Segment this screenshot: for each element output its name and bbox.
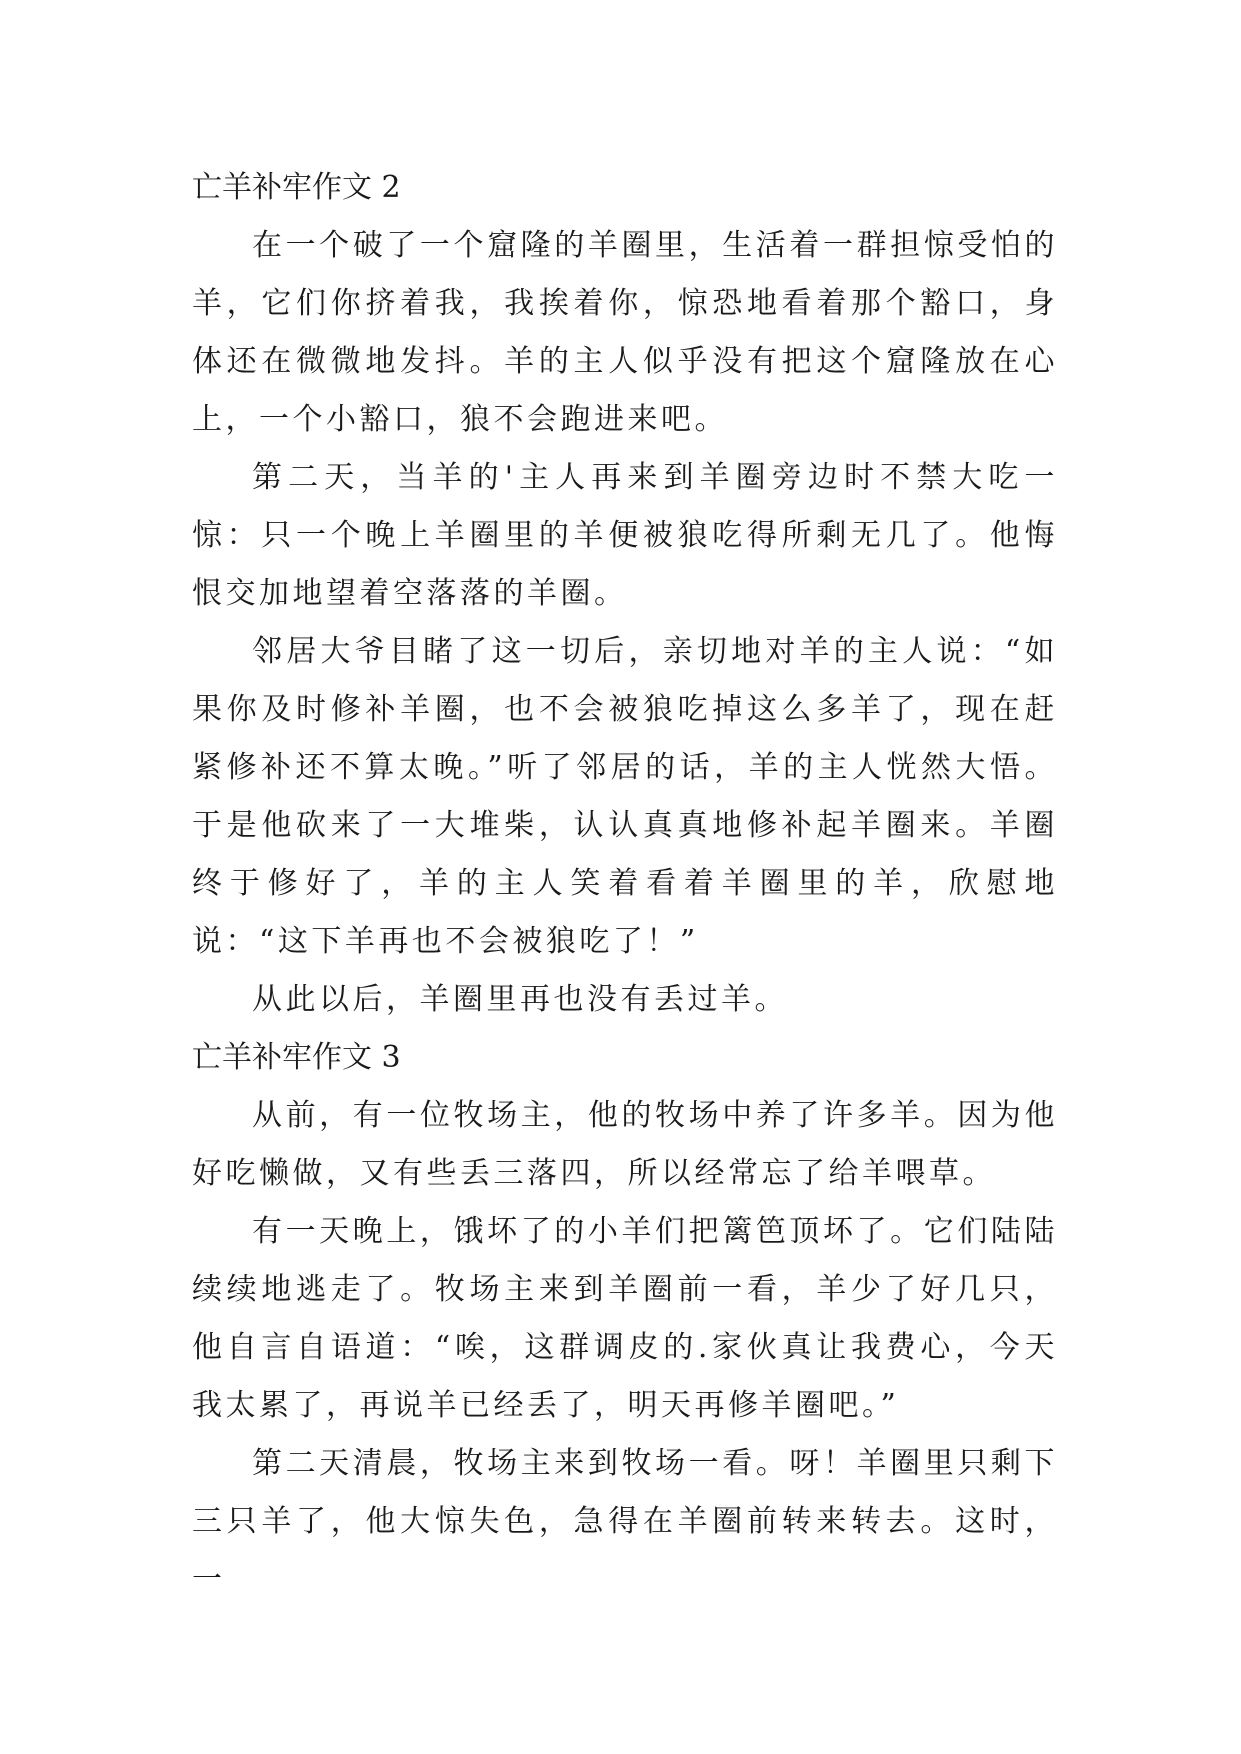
- paragraph: 邻居大爷目睹了这一切后，亲切地对羊的主人说：“如果你及时修补羊圈，也不会被狼吃掉这么多羊了，现在赶紧修补还不算太晚。”听了邻居的话，羊的主人恍然大悟。于是他砍来了一大堆柴，认认真真地修补起羊圈来。羊圈终于修好了，羊的主人笑着看着羊圈里的羊，欣慰地说：“这下羊再也不会被狼吃了！”: [192, 634, 1058, 959]
- paragraph: 在一个破了一个窟隆的羊圈里，生活着一群担惊受怕的羊，它们你挤着我，我挨着你，惊恐地看着那个豁口，身体还在微微地发抖。羊的主人似乎没有把这个窟隆放在心上，一个小豁口，狼不会跑进来吧。: [192, 228, 1058, 437]
- paragraph: 从前，有一位牧场主，他的牧场中养了许多羊。因为他好吃懒做，又有些丢三落四，所以经常忘了给羊喂草。: [192, 1098, 1058, 1191]
- essay-section-3: [192, 1029, 1058, 1609]
- paragraph: 第二天清晨，牧场主来到牧场一看。呀！羊圈里只剩下三只羊了，他大惊失色，急得在羊圈前转来转去。这时，一: [192, 1446, 1058, 1597]
- section-heading: 亡羊补牢作文 2: [192, 170, 401, 205]
- paragraph: 有一天晚上，饿坏了的小羊们把篱笆顶坏了。它们陆陆续续地逃走了。牧场主来到羊圈前一看，羊少了好几只，他自言自语道：“唉，这群调皮的.家伙真让我费心，今天我太累了，再说羊已经丢了，明天再修羊圈吧。”: [192, 1214, 1058, 1423]
- section-heading: 亡羊补牢作文 3: [192, 1040, 401, 1075]
- essay-section-2: [192, 159, 1058, 1029]
- paragraph: 从此以后，羊圈里再也没有丢过羊。: [252, 982, 788, 1017]
- paragraph: 第二天，当羊的'主人再来到羊圈旁边时不禁大吃一惊：只一个晚上羊圈里的羊便被狼吃得所剩无几了。他悔恨交加地望着空落落的羊圈。: [192, 460, 1058, 611]
- document-body: [192, 159, 1058, 1609]
